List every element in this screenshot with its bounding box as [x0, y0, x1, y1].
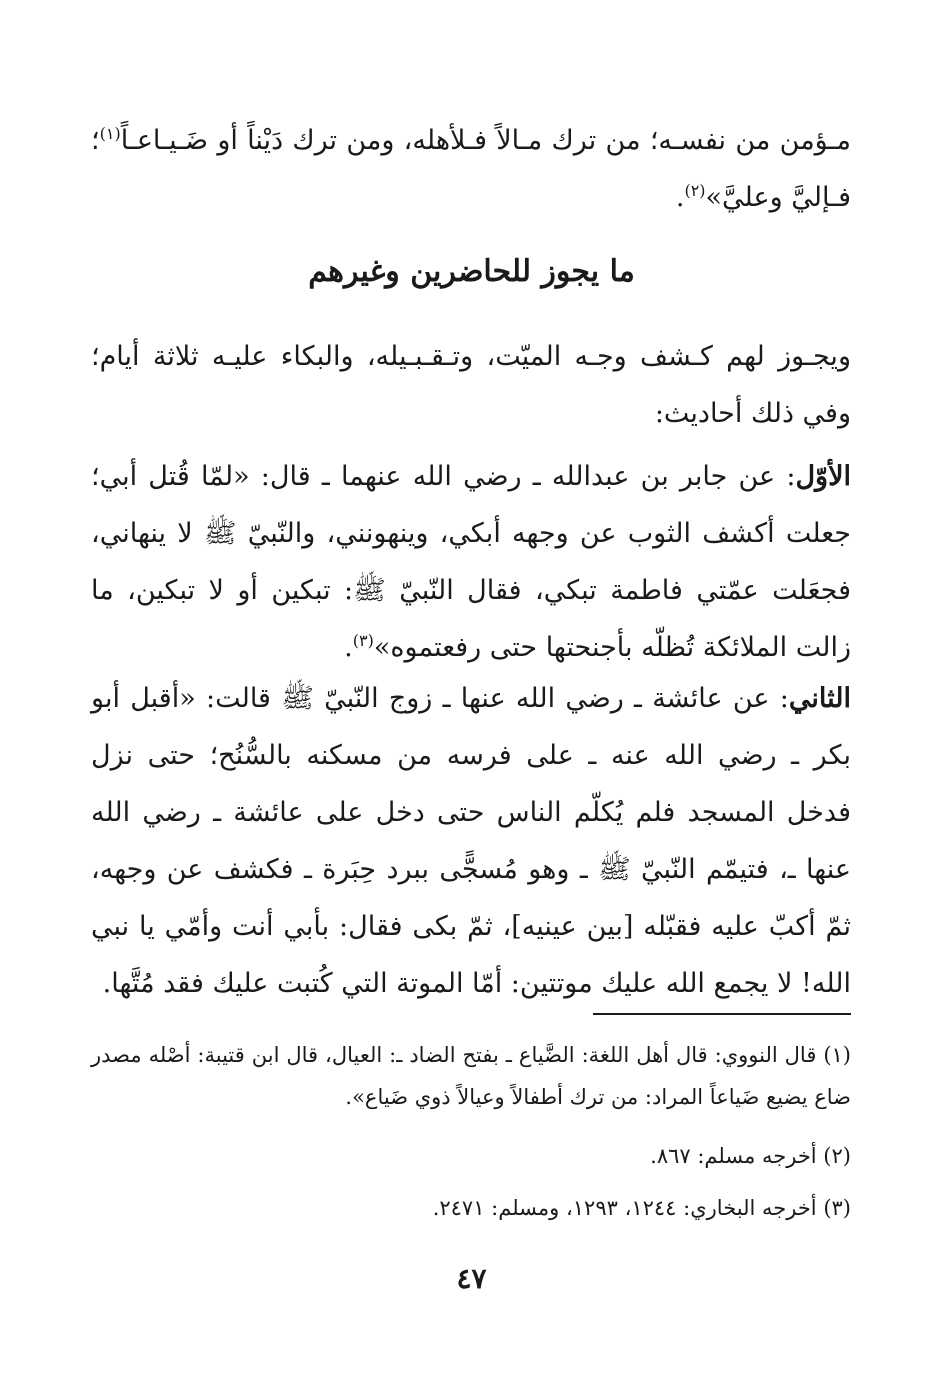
first-hadith-paragraph [91, 448, 851, 676]
footnote-3: (٣) أخرجه البخاري: ١٢٤٤، ١٢٩٣، ومسلم: ٢٤٧١. [432, 1196, 851, 1220]
footnote-ref-2: (٢) [684, 181, 706, 200]
first-hadith-end: . [344, 632, 353, 663]
second-hadith-lead: الثاني [788, 683, 851, 714]
section-heading: ما يجوز للحاضرين وغيرهم [308, 254, 635, 289]
continuation-tail: ؛ فـإليَّ وعليَّ» [91, 125, 851, 213]
second-hadith-text: : عن عائشة ـ رضي الله عنها ـ زوج النّبيّ ﷺ قالت: «أقبل أبو بكر ـ رضي الله عنه ـ على فرسه من مسكنه بالسُّنُح؛ حتى نزل فدخل المسجد فلم يُكلّم الناس حتى دخل على عائشة ـ رضي الله عنها ـ، فتيمّم النّبيّ ﷺ ـ وهو مُسجًّى ببرد حِبَرة ـ فكشف عن وجهه، ثمّ أكبّ عليه فقبّله [بين عينيه]، ثمّ بكى فقال: بأبي أنت وأمّي يا نبي الله! لا يجمع الله عليك موتتين: أمّا الموتة التي كُتبت عليك فقد مُتَّها. [91, 683, 851, 999]
continuation-text: مـؤمن من نفسـه؛ من ترك مـالاً فـلأهله، ومن ترك دَيْناً أو ضَـيـاعـاً [120, 125, 851, 156]
footnote-1: (١) قال النووي: قال أهل اللغة: الضَّياع ـ بفتح الضاد ـ: العيال، قال ابن قتيبة: أصْله مصدر ضاع يضيع ضَياعاً المراد: من ترك أطفالاً وعيالاً ذوي ضَياع». [91, 1043, 851, 1109]
page-number: ٤٧ [456, 1262, 487, 1295]
first-hadith-lead: الأوّل [795, 461, 851, 492]
continuation-end: . [675, 182, 685, 213]
first-hadith-text: : عن جابر بن عبدالله ـ رضي الله عنهما ـ قال: «لمّا قُتل أبي؛ جعلت أكشف الثوب عن وجهه أبكي، وينهونني، والنّبيّ ﷺ لا ينهاني، فجعَلت عمّتي فاطمة تبكي، فقال النّبيّ ﷺ: تبكين أو لا تبكين، ما زالت الملائكة تُظلّه بأجنحتها حتى رفعتموه» [91, 461, 851, 663]
footnote-divider [593, 1013, 851, 1015]
footnote-ref-3: (٣) [352, 631, 374, 650]
footnote-2: (٢) أخرجه مسلم: ٨٦٧. [650, 1144, 851, 1168]
second-hadith-paragraph [91, 670, 851, 1012]
intro-paragraph: ويجـوز لهم كـشف وجـه الميّت، وتـقـبـيله، والبكاء عليـه ثلاثة أيام؛ وفي ذلك أحاديث: [91, 341, 851, 429]
continuation-paragraph [91, 112, 851, 226]
footnote-ref-1: (١) [99, 124, 121, 143]
